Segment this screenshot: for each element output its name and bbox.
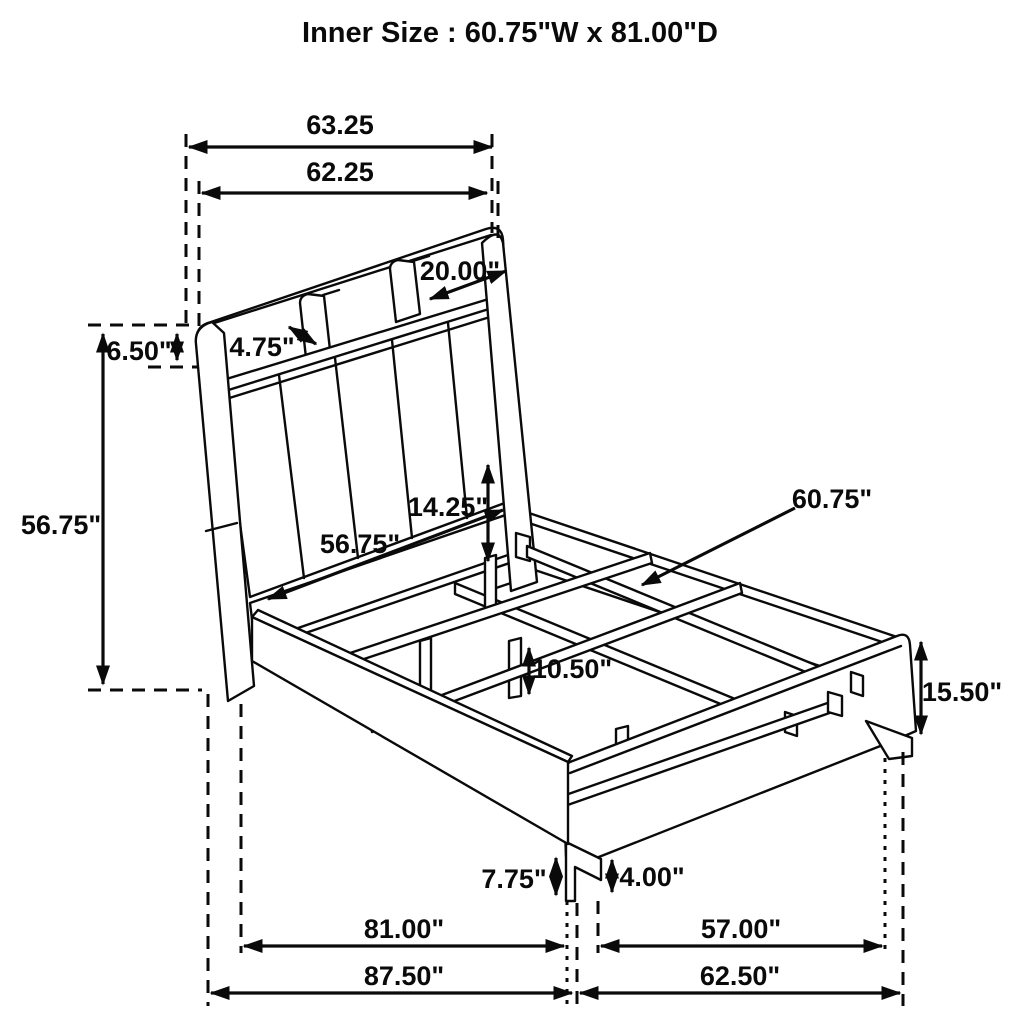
dim-shelf-opening-width: 20.00" [419,256,501,286]
footboard-panel [563,635,916,867]
dim-side-rail-height: 7.75" [481,864,547,894]
dim-inner-length: 60.75" [791,484,873,514]
dim-footboard-height: 15.50" [921,677,1003,707]
dim-foot-leg-height: 4.00" [619,862,685,892]
dim-overall-width: 62.50" [699,961,781,991]
left-side-rail [252,610,572,844]
dim-headboard-height: 56.75" [20,510,102,540]
dim-hutch-height: 6.50" [106,336,172,366]
dim-footboard-inner-width: 57.00" [700,914,782,944]
dim-headboard-panel-height: 14.25" [407,492,489,522]
bed-illustration [196,228,916,901]
dim-headboard-inner-width: 56.75" [319,529,401,559]
dim-shelf-divider-depth: 4.75" [229,332,295,362]
dim-inner-depth: 81.00" [363,914,445,944]
slat-3-bracket [828,692,842,716]
rail-end-bracket-1 [851,672,863,696]
dim-overall-depth: 87.50" [363,961,445,991]
headboard [196,228,530,701]
dim-support-leg-height: 10.50" [531,654,613,684]
shelf-divider-2 [390,260,420,322]
dim-inner-width-top: 62.25 [306,157,374,187]
page-title: Inner Size : 60.75"W x 81.00"D [302,17,718,49]
dim-outer-width-top: 63.25 [306,110,374,140]
